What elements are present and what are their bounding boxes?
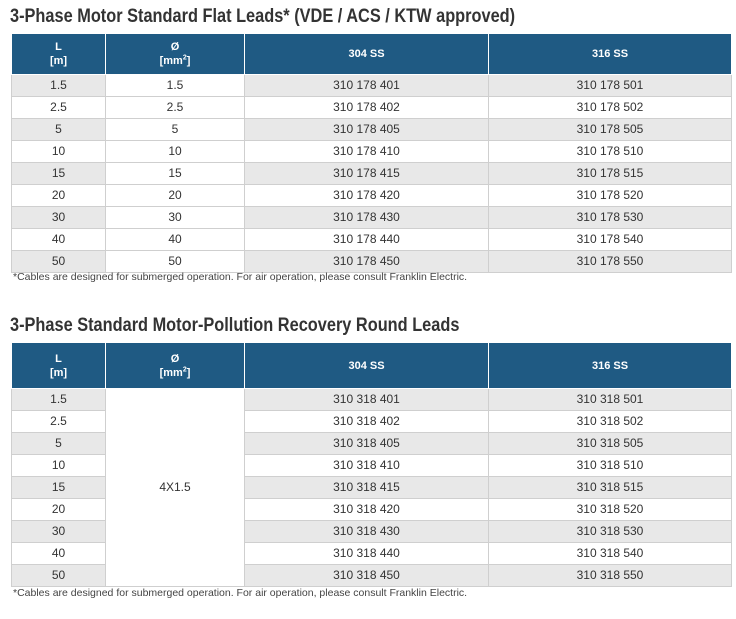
ss304-part-cell: 310 178 440	[245, 229, 489, 251]
table-row	[12, 163, 732, 185]
ss316-part-cell: 310 318 550	[489, 565, 732, 587]
ss304-part-cell: 310 178 405	[245, 119, 489, 141]
ss304-part-cell: 310 178 410	[245, 141, 489, 163]
length-cell: 10	[12, 455, 106, 477]
ss304-part-cell: 310 318 430	[245, 521, 489, 543]
ss304-part-cell: 310 318 402	[245, 411, 489, 433]
ss304-part-cell: 310 178 450	[245, 251, 489, 273]
ss316-part-cell: 310 318 540	[489, 543, 732, 565]
ss316-part-cell: 310 178 515	[489, 163, 732, 185]
ss316-part-cell: 310 318 505	[489, 433, 732, 455]
table-row	[12, 119, 732, 141]
ss316-part-cell: 310 318 520	[489, 499, 732, 521]
ss316-part-cell: 310 178 501	[489, 75, 732, 97]
ss304-part-cell: 310 318 410	[245, 455, 489, 477]
length-cell: 5	[12, 433, 106, 455]
cross-section-unit	[106, 366, 244, 380]
ss316-part-cell: 310 318 530	[489, 521, 732, 543]
length-cell: 40	[12, 229, 106, 251]
unit-exponent: 2	[182, 365, 187, 373]
cross-section-cell: 15	[106, 163, 245, 185]
length-header	[12, 343, 106, 389]
ss304-part-cell: 310 178 415	[245, 163, 489, 185]
table-row	[12, 389, 732, 411]
cross-section-header	[106, 34, 245, 75]
ss316-part-cell: 310 178 530	[489, 207, 732, 229]
table-row	[12, 141, 732, 163]
cross-section-symbol: Ø	[170, 41, 180, 53]
cross-section-cell: 5	[106, 119, 245, 141]
ss304-part-cell: 310 178 420	[245, 185, 489, 207]
flat-leads-title: 3-Phase Motor Standard Flat Leads* (VDE / ACS / KTW approved)	[10, 6, 516, 27]
ss304-part-cell: 310 318 405	[245, 433, 489, 455]
length-cell: 2.5	[12, 97, 106, 119]
cross-section-header	[106, 343, 245, 389]
length-cell: 50	[12, 251, 106, 273]
length-cell: 15	[12, 477, 106, 499]
ss316-part-cell: 310 178 510	[489, 141, 732, 163]
length-cell: 20	[12, 499, 106, 521]
cross-section-cell: 2.5	[106, 97, 245, 119]
ss316-part-cell: 310 178 502	[489, 97, 732, 119]
length-symbol: L	[55, 41, 62, 53]
cross-section-cell: 30	[106, 207, 245, 229]
length-cell: 2.5	[12, 411, 106, 433]
ss304-part-cell: 310 178 430	[245, 207, 489, 229]
ss316-part-cell: 310 178 520	[489, 185, 732, 207]
flat-leads-table	[11, 33, 732, 273]
table-row	[12, 251, 732, 273]
length-cell: 40	[12, 543, 106, 565]
length-cell: 50	[12, 565, 106, 587]
ss316-header: 316 SS	[489, 343, 732, 389]
length-cell: 15	[12, 163, 106, 185]
length-cell: 1.5	[12, 389, 106, 411]
ss304-part-cell: 310 318 401	[245, 389, 489, 411]
unit-suffix: ]	[186, 55, 191, 67]
ss316-header: 316 SS	[489, 34, 732, 75]
unit-prefix: [mm	[159, 55, 183, 67]
cross-section-cell: 20	[106, 185, 245, 207]
length-cell: 30	[12, 207, 106, 229]
flat-leads-footnote: *Cables are designed for submerged operation. For air operation, please consult Franklin Electric.	[13, 271, 468, 283]
table-header-row	[12, 34, 732, 75]
table-row	[12, 229, 732, 251]
ss316-part-cell: 310 318 515	[489, 477, 732, 499]
length-header	[12, 34, 106, 75]
cross-section-unit	[106, 54, 244, 68]
ss304-header: 304 SS	[245, 34, 489, 75]
cross-section-cell: 10	[106, 141, 245, 163]
length-cell: 1.5	[12, 75, 106, 97]
ss316-part-cell: 310 318 501	[489, 389, 732, 411]
cross-section-cell: 40	[106, 229, 245, 251]
unit-exponent: 2	[182, 54, 187, 62]
unit-suffix: ]	[186, 366, 191, 379]
length-cell: 30	[12, 521, 106, 543]
length-cell: 5	[12, 119, 106, 141]
ss304-part-cell: 310 318 440	[245, 543, 489, 565]
ss304-part-cell: 310 178 401	[245, 75, 489, 97]
round-leads-footnote: *Cables are designed for submerged operation. For air operation, please consult Franklin Electric.	[13, 587, 468, 599]
cross-section-cell: 1.5	[106, 75, 245, 97]
cross-section-cell: 50	[106, 251, 245, 273]
ss304-part-cell: 310 318 450	[245, 565, 489, 587]
length-unit: [m]	[49, 366, 68, 379]
ss316-part-cell: 310 318 510	[489, 455, 732, 477]
ss304-part-cell: 310 318 420	[245, 499, 489, 521]
table-row	[12, 97, 732, 119]
ss316-part-cell: 310 178 505	[489, 119, 732, 141]
round-leads-table	[11, 342, 732, 587]
length-cell: 20	[12, 185, 106, 207]
cross-section-merged-cell: 4X1.5	[106, 389, 245, 587]
unit-prefix: [mm	[159, 366, 183, 379]
ss316-part-cell: 310 178 550	[489, 251, 732, 273]
round-leads-title: 3-Phase Standard Motor-Pollution Recovery Round Leads	[10, 315, 460, 336]
cross-section-symbol: Ø	[170, 352, 180, 365]
ss304-header: 304 SS	[245, 343, 489, 389]
length-cell: 10	[12, 141, 106, 163]
ss304-part-cell: 310 318 415	[245, 477, 489, 499]
ss316-part-cell: 310 178 540	[489, 229, 732, 251]
ss304-part-cell: 310 178 402	[245, 97, 489, 119]
length-unit: [m]	[49, 55, 68, 67]
table-row	[12, 75, 732, 97]
ss316-part-cell: 310 318 502	[489, 411, 732, 433]
table-header-row	[12, 343, 732, 389]
table-row	[12, 185, 732, 207]
table-row	[12, 207, 732, 229]
length-symbol: L	[55, 352, 62, 365]
